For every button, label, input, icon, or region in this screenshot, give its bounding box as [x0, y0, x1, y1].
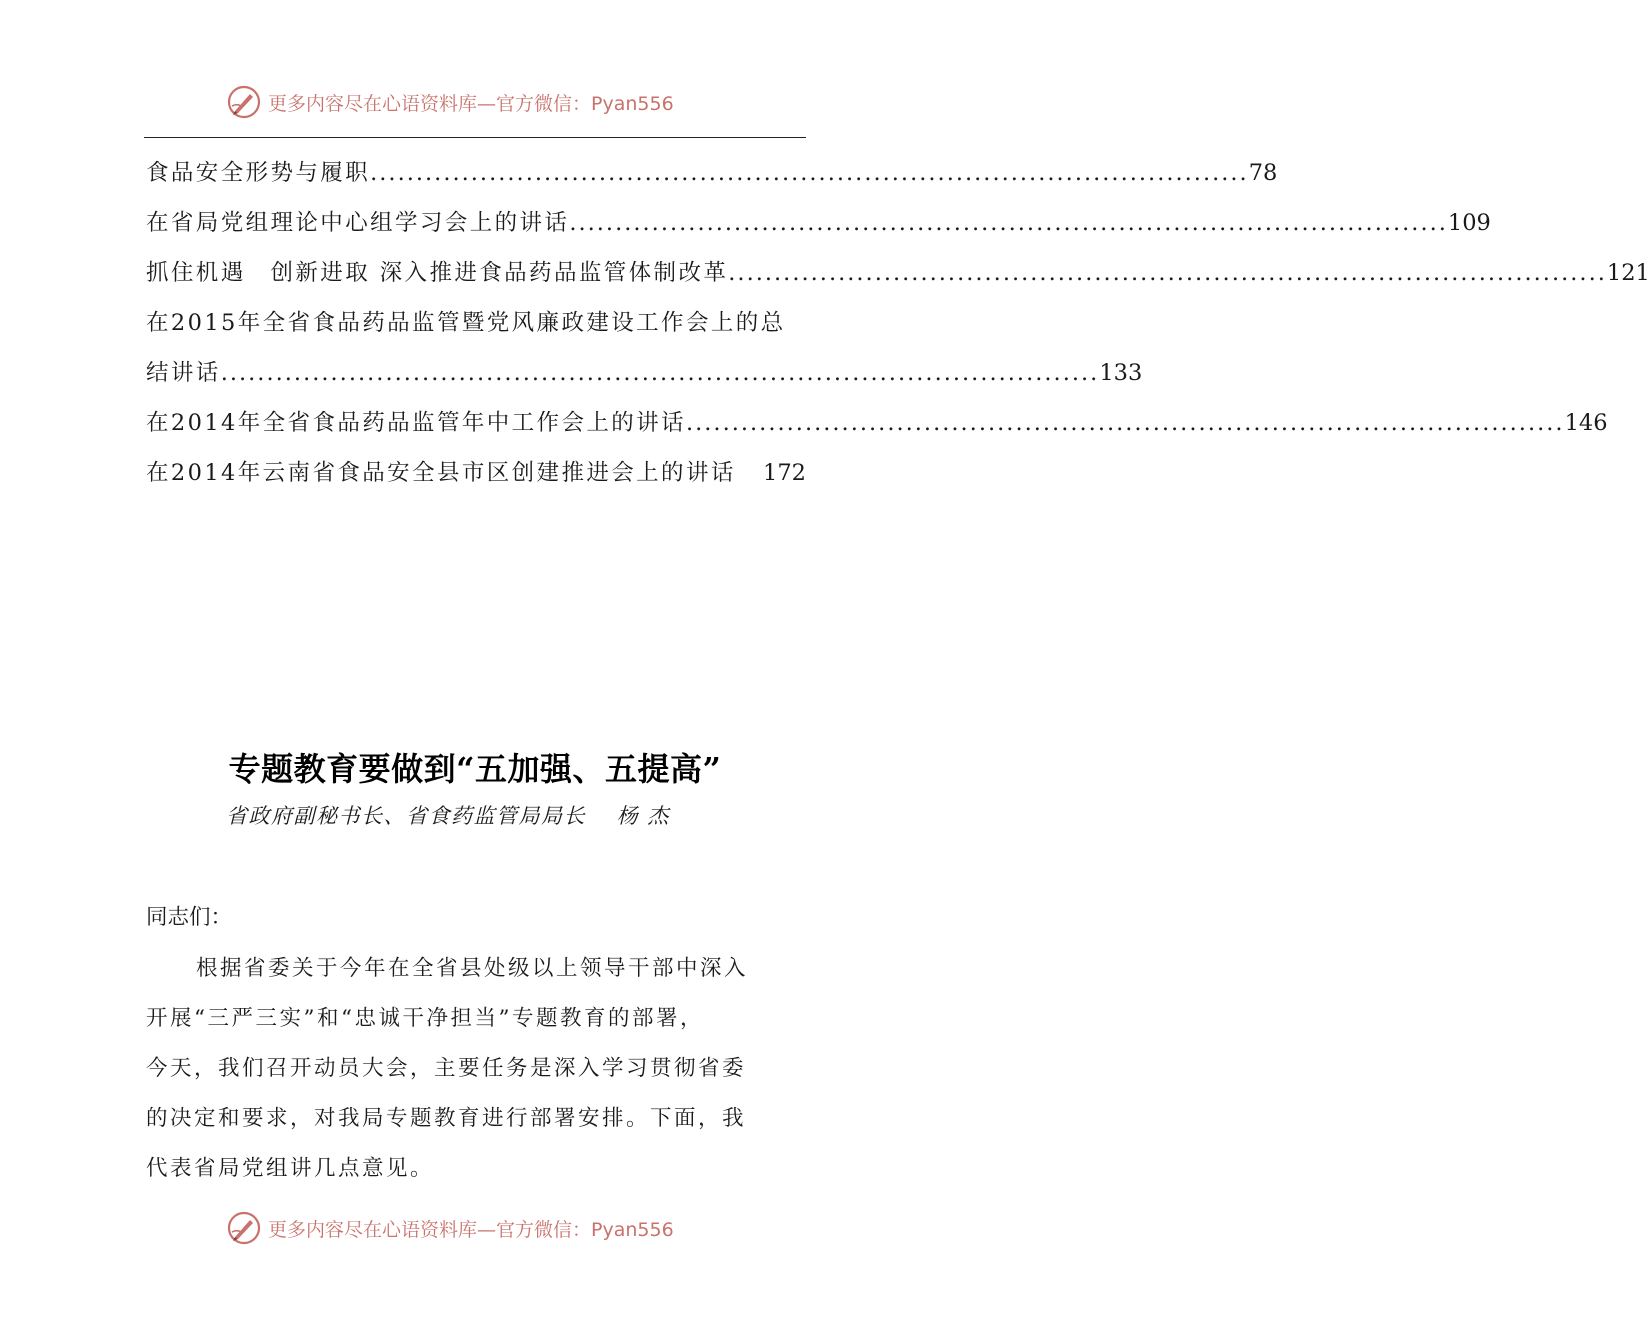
- toc-entry-title: 结讲话: [146, 360, 221, 386]
- body-line: 开展“三严三实”和“忠诚干净担当”专题教育的部署，: [146, 1006, 704, 1031]
- banner-wechat-id: Pyan556: [591, 1218, 674, 1241]
- toc-entry-page: 78: [1248, 160, 1278, 186]
- body-line: 代表省局党组讲几点意见。: [146, 1156, 435, 1181]
- toc-entry: [146, 148, 1278, 198]
- toc-entry: [146, 198, 1491, 248]
- toc-leader: ................................................................................................: [685, 410, 1565, 436]
- toc-entry-title: 在2014年云南省食品安全县市区创建推进会上的讲话: [146, 460, 736, 486]
- banner-site-text: 更多内容尽在心语资料库: [268, 1218, 478, 1241]
- toc-leader: [736, 448, 763, 498]
- toc-entry-title: 抓住机遇 创新进取 深入推进食品药品监管体制改革: [146, 260, 729, 286]
- footer-banner: [226, 1208, 726, 1248]
- banner-site-text: 更多内容尽在心语资料库: [268, 92, 478, 115]
- toc-entry-title: 在省局党组理论中心组学习会上的讲话: [146, 210, 570, 236]
- table-of-contents: [146, 148, 1650, 498]
- banner-text: [268, 1215, 674, 1242]
- toc-leader: ................................................................................................: [728, 260, 1607, 286]
- pen-logo-icon: [226, 84, 262, 120]
- toc-entry-page: 109: [1447, 210, 1491, 236]
- header-rule: [144, 137, 806, 138]
- pen-logo-icon: [226, 1210, 262, 1246]
- toc-leader: ................................................................................................: [569, 210, 1448, 236]
- article-salutation: 同志们：: [146, 905, 233, 930]
- banner-dash: —: [477, 1218, 497, 1241]
- toc-leader: ................................................................................................: [370, 160, 1249, 186]
- header-banner: [226, 82, 726, 122]
- toc-entry: [146, 248, 1650, 298]
- body-line: 今天，我们召开动员大会，主要任务是深入学习贯彻省委: [146, 1056, 747, 1081]
- toc-entry-title: 食品安全形势与履职: [146, 160, 371, 186]
- toc-entry-page: 146: [1564, 410, 1608, 436]
- toc-entry: [146, 348, 1143, 398]
- article-author: 省政府副秘书长、省食药监管局局长 杨 杰: [226, 804, 670, 828]
- article-title: 专题教育要做到“五加强、五提高”: [228, 750, 722, 788]
- banner-dash: —: [477, 92, 497, 115]
- toc-entry-title: 在2015年全省食品药品监管暨党风廉政建设工作会上的总: [146, 310, 786, 336]
- banner-official-label: 官方微信：: [496, 1218, 592, 1241]
- toc-entry: [146, 298, 806, 348]
- article-body: [146, 944, 786, 1194]
- toc-entry-page: 133: [1099, 360, 1143, 386]
- banner-official-label: 官方微信：: [496, 92, 592, 115]
- toc-entry: [146, 448, 806, 498]
- body-line: 根据省委关于今年在全省县处级以上领导干部中深入: [196, 956, 749, 981]
- toc-leader: ................................................................................................: [220, 360, 1100, 386]
- banner-text: [268, 89, 674, 116]
- banner-wechat-id: Pyan556: [591, 92, 674, 115]
- toc-entry-page: 172: [763, 460, 806, 486]
- toc-entry-title: 在2014年全省食品药品监管年中工作会上的讲话: [146, 410, 686, 436]
- body-line: 的决定和要求，对我局专题教育进行部署安排。下面，我: [146, 1106, 747, 1131]
- toc-entry: [146, 398, 1608, 448]
- toc-entry-page: 121: [1606, 260, 1650, 286]
